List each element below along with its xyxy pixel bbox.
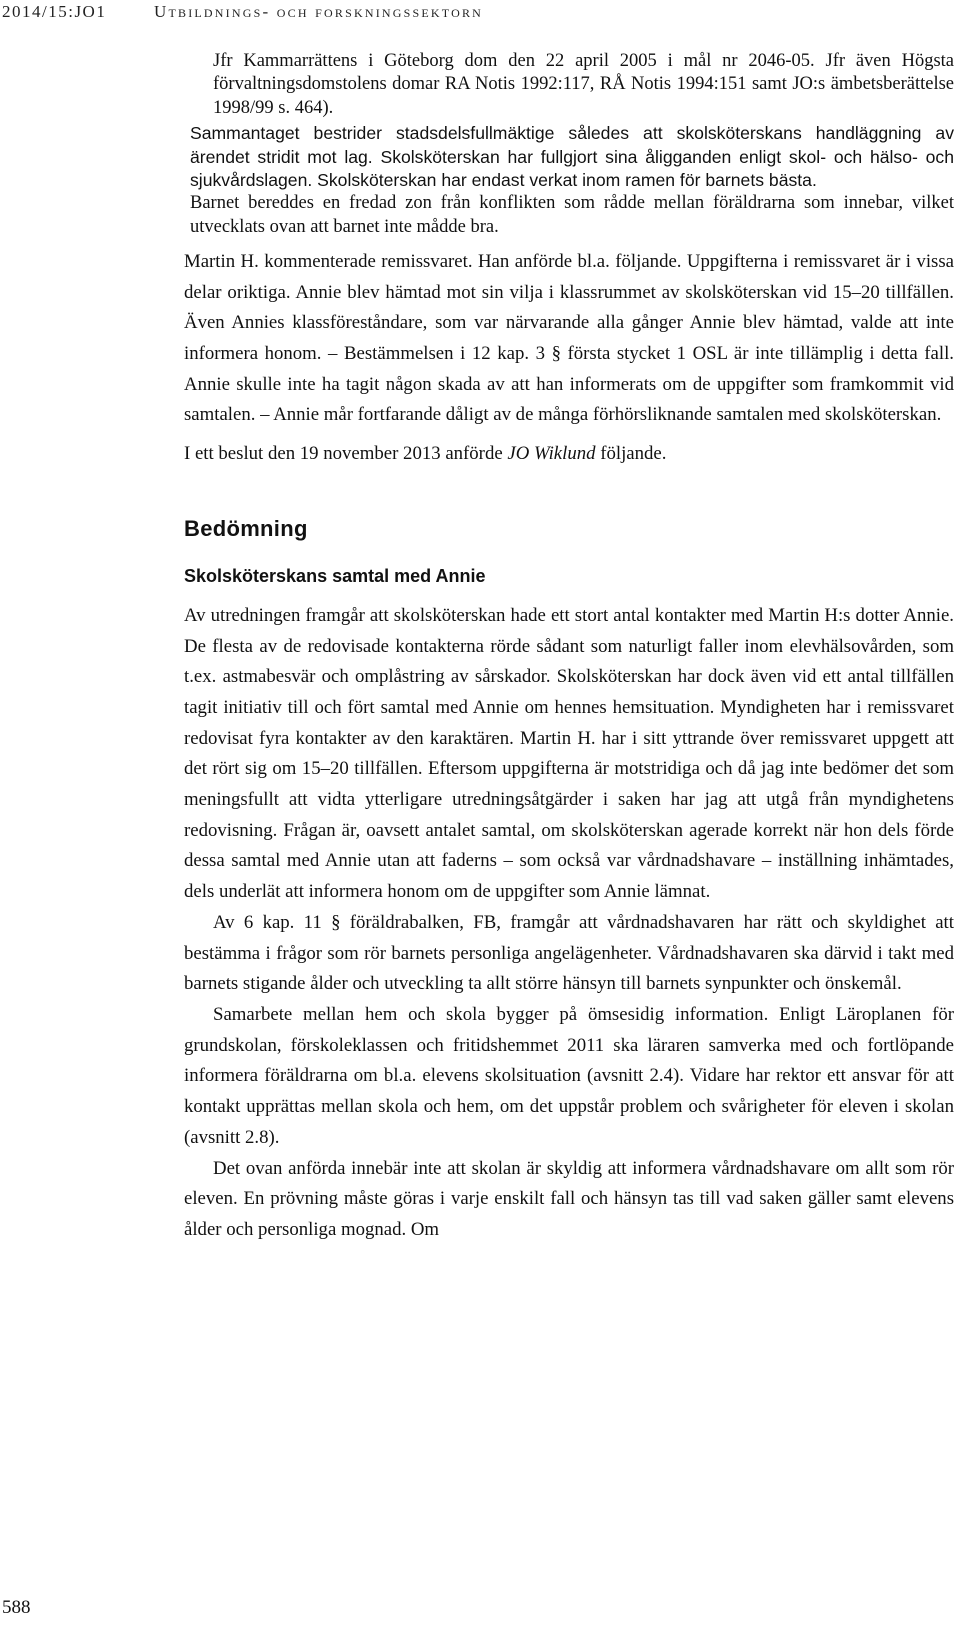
- decision-suffix: följande.: [595, 443, 667, 465]
- section-subheading: Skolsköterskans samtal med Annie: [184, 565, 486, 586]
- decision-paragraph: [184, 439, 954, 470]
- quote-paragraph-1: Jfr Kammarrättens i Göteborg dom den 22 april 2005 i mål nr 2046-05. Jfr även Högsta förvaltningsdomstolens domar RA Notis 1992:117, RÅ Notis 1994:151 samt JO:s ämbetsberättelse 1998/99 s. 464).: [213, 51, 954, 118]
- assessment-paragraph-1: Av utredningen framgår att skolsköterskan hade ett stort antal kontakter med Martin H:s dotter Annie. De flesta av de redovisade kontakterna rörde sådant som naturligt faller inom elevhälsovården, som t.ex. astmabesvär och omplåstring av sårskador. Skolsköterskan har dock även vid ett antal tillfällen tagit initiativ till och fört samtal med Annie om hennes hemsituation. Myndigheten har i remissvaret redovisat fyra kontakter av den karaktären. Martin H. har i sitt yttrande över remissvaret uppgett att det rört sig om 15–20 tillfällen. Eftersom uppgifterna är motstridiga och då jag inte bedömer det som meningsfullt att vidta ytterligare utredningsåtgärder i saken har jag att utgå från myndighetens redovisning. Frågan är, oavsett antalet samtal, om skolsköterskan agerade korrekt när hon dels förde dessa samtal med Annie utan att faderns – som också var vårdnadshavare – inställning inhämtades, dels underlät att informera honom om de uppgifter som Annie lämnat.: [184, 604, 954, 903]
- decision-prefix: I ett beslut den 19 november 2013 anförde: [184, 443, 508, 465]
- assessment-paragraph-4: Det ovan anförda innebär inte att skolan är skyldig att informera vårdnadshavare om allt som rör eleven. En prövning måste göras i varje enskilt fall och hänsyn tas till vad saken gäller samt elevens ålder och personliga mognad. Om: [184, 1157, 954, 1240]
- martin-comment-paragraph: Martin H. kommenterade remissvaret. Han anförde bl.a. följande. Uppgifterna i remissvaret är i vissa delar oriktiga. Annie blev hämtad mot sin vilja i klassrummet av skolsköterskan vid 15–20 tillfällen. Även Annies klassföreståndare, som var närvarande alla gånger Annie blev hämtad, valde att inte informera honom. – Bestämmelsen i 12 kap. 3 § första stycket 1 OSL är inte tillämplig i detta fall. Annie skulle inte ha tagit någon skada av att han informerats om de uppgifter som framkommit vid samtalen. – Annie mår fortfarande dåligt av de många förhörsliknande samtalen med skolsköterskan.: [184, 250, 954, 426]
- section-heading: Bedömning: [184, 515, 308, 541]
- running-header: [2, 2, 483, 22]
- assessment-paragraph-3: Samarbete mellan hem och skola bygger på ömsesidig information. Enligt Läroplanen för grundskolan, förskoleklassen och fritidshemmet 2011 ska läraren samverka med och fortlöpande informera föräldrarna om bl.a. elevens skolsituation (avsnitt 2.4). Vidare har rektor ett ansvar för att kontakt upprättas mellan skola och hem, om det uppstår problem och svårigheter för eleven i skolan (avsnitt 2.8).: [184, 1003, 954, 1148]
- decision-author: JO Wiklund: [507, 443, 596, 465]
- document-code: 2014/15:JO1: [2, 2, 107, 21]
- section-title: Utbildnings- och forskningssektorn: [154, 2, 484, 21]
- quote-paragraph-2: Sammantaget bestrider stadsdelsfullmäktige således att skolsköterskans handläggning av ärendet stridit mot lag. Skolsköterskan har fullgjort sina åligganden enligt skol- och hälso- och sjukvårdslagen. Skolsköterskan har endast verkat inom ramen för barnets bästa.: [190, 123, 954, 190]
- page-number: 588: [2, 1597, 31, 1618]
- page-content: [184, 50, 954, 1246]
- assessment-paragraph-2: Av 6 kap. 11 § föräldrabalken, FB, framgår att vårdnadshavaren har rätt och skyldighet att bestämma i frågor som rör barnets personliga angelägenheter. Vårdnadshavaren ska därvid i takt med barnets stigande ålder och utveckling ta allt större hänsyn till barnets synpunkter och önskemål.: [184, 911, 954, 995]
- quote-paragraph-3: Barnet bereddes en fredad zon från konflikten som rådde mellan föräldrarna som innebar, vilket utvecklats ovan att barnet inte mådde bra.: [190, 193, 954, 237]
